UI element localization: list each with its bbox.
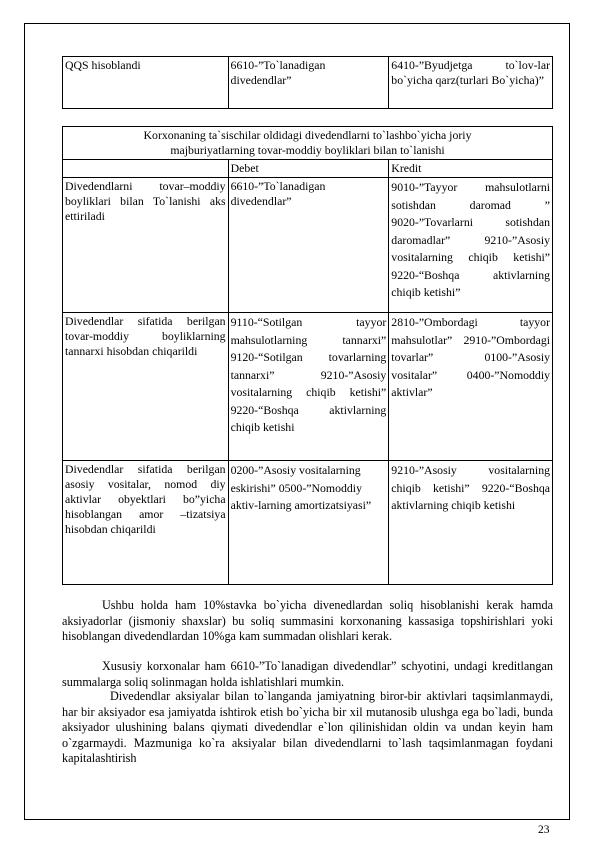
row-debet: 9110-“Sotilgan tayyor mahsulotlarning tannarxi” 9120-“Sotilgan tovarlarning tannarxi” 9210-”Asosiy vositalarning chiqib ketishi” 9220-“Boshqa aktivlarning chiqib ketishi bbox=[228, 313, 389, 461]
posting-cell-debet: 6610-”To`lanadigan divedendlar” bbox=[228, 57, 389, 109]
paragraph: Ushbu holda ham 10%stavka bo`yicha divenedlardan soliq hisoblanishi kerak hamda aksiyadorlar (jismoniy shaxslar) bu soliq summasini korxonaning kassasiga topshirishlari yoki hisoblangan divedendlardan 10%ga kam summadan olishlari kerak. bbox=[62, 598, 553, 644]
header-kredit: Kredit bbox=[389, 160, 553, 178]
posting-table bbox=[62, 56, 553, 109]
row-description: Divedendlar sifatida berilgan asosiy vositalar, nomod diy aktivlar obyektlari bo”yicha hisoblangan amor –tizatsiya hisobdan chiqarildi bbox=[63, 461, 229, 585]
row-kredit: 9210-”Asosiy vositalarning chiqib ketishi” 9220-“Boshqa aktivlarning chiqib ketishi bbox=[389, 461, 553, 585]
row-kredit: 9010-”Tayyor mahsulotlarni sotishdan daromad ” 9020-”Tovarlarni sotishdan daromadlar” 9210-”Asosiy vositalarning chiqib ketishi” 9220-“Boshqa aktivlarning chiqib ketishi” bbox=[389, 178, 553, 313]
dividend-table bbox=[62, 126, 553, 585]
row-description: Divedendlarni tovar–moddiy boyliklari bilan To`lanishi aks ettiriladi bbox=[63, 178, 229, 313]
posting-cell-description: QQS hisoblandi bbox=[63, 57, 229, 109]
posting-cell-kredit: 6410-”Byudjetga to`lov-lar bo`yicha qarz(turlari Bo`yicha)” bbox=[389, 57, 553, 109]
row-debet: 0200-”Asosiy vositalarning eskirishi” 0500-”Nomoddiy aktiv-larning amortizatsiyasi” bbox=[228, 461, 389, 585]
paragraph: Xususiy korxonalar ham 6610-”To`lanadigan divedendlar” schyotini, undagi kreditlangan summalarga soliq solinmagan holda ishlatishlari mumkin. bbox=[62, 659, 553, 689]
paragraph: Divedendlar aksiyalar bilan to`langanda jamiyatning biror-bir aktivlari taqsimlanmaydi, har bir aksiyador esa jamiyatda ishtirok etish bo`yicha bir xil mutanosib ulushga ega bo`ladi, bunda aksiyador ulushining balans qiymati divedendlar e`lon qilinishidan oldin va undan keyin ham o`zgarmaydi. Mazmuniga ko`ra aksiyalar bilan divedendlarni to`lash taqsimlanmagan foydani kapitalashtirish bbox=[62, 689, 553, 766]
row-debet: 6610-”To`lanadigan divedendlar” bbox=[228, 178, 389, 313]
header-debet: Debet bbox=[228, 160, 389, 178]
table-title: Korxonaning ta`sischilar oldidagi divedendlarni to`lashbo`yicha joriy majburiyatlarning tovar-moddiy boyliklari bilan to`lanishi bbox=[63, 127, 553, 160]
row-description: Divedendlar sifatida berilgan tovar-moddiy boyliklarning tannarxi hisobdan chiqarildi bbox=[63, 313, 229, 461]
header-empty bbox=[63, 160, 229, 178]
row-kredit: 2810-”Ombordagi tayyor mahsulotlar” 2910-”Ombordagi tovarlar” 0100-”Asosiy vositalar” 0400-”Nomoddiy aktivlar” bbox=[389, 313, 553, 461]
page-number: 23 bbox=[538, 824, 550, 836]
